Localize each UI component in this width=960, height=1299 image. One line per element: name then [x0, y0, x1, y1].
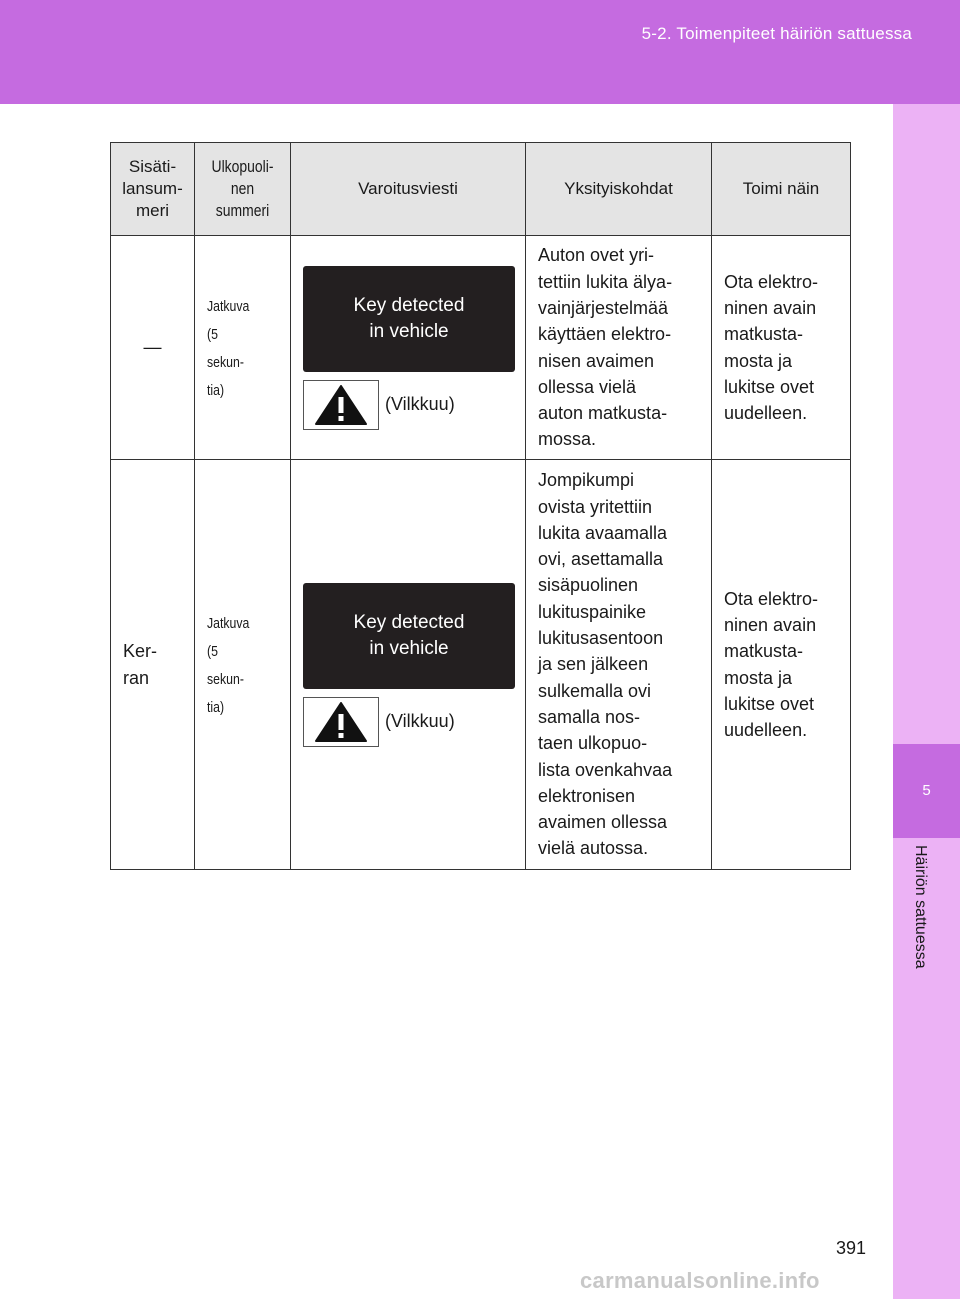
- display-screen: [303, 266, 515, 372]
- message-cell: [291, 460, 526, 870]
- header-inner-buzzer: [111, 143, 195, 236]
- header-line: Sisäti-: [128, 157, 177, 176]
- display-screen: [303, 583, 515, 689]
- cell-line: avaimen ollessa: [538, 812, 668, 833]
- header-action: Toimi näin: [712, 143, 851, 236]
- cell-line: sekun-: [207, 670, 244, 688]
- display-line: Key detected: [353, 294, 465, 316]
- cell-line: ran: [123, 667, 150, 688]
- cell-line: uudelleen.: [724, 720, 808, 741]
- cell-line: mossa.: [538, 429, 597, 450]
- header-bar: [0, 0, 960, 104]
- cell-line: Ota elektro-: [724, 271, 819, 292]
- header-line: meri: [135, 201, 170, 220]
- message-cell: [291, 236, 526, 460]
- cell-line: mosta ja: [724, 350, 793, 371]
- cell-line: ovista yritettiin: [538, 496, 653, 517]
- details-cell: [526, 460, 712, 870]
- cell-line: matkusta-: [724, 641, 804, 662]
- header-details: Yksityiskohdat: [526, 143, 712, 236]
- header-line: Ulkopuoli-: [211, 157, 274, 176]
- cell-line: (5: [207, 325, 218, 343]
- section-title: 5-2. Toimenpiteet häiriön sattuessa: [641, 24, 912, 43]
- cell-line: vainjärjestelmää: [538, 297, 669, 318]
- cell-line: vielä autossa.: [538, 838, 649, 859]
- cell-line: mosta ja: [724, 667, 793, 688]
- cell-line: ja sen jälkeen: [538, 654, 649, 675]
- cell-line: lukituspainike: [538, 601, 647, 622]
- header-line: nen: [230, 179, 255, 198]
- cell-line: Ota elektro-: [724, 588, 819, 609]
- cell-line: auton matkusta-: [538, 403, 668, 424]
- table-row: [111, 460, 851, 870]
- cell-line: sulkemalla ovi: [538, 680, 652, 701]
- chapter-title-text: Häiriön sattuessa: [912, 845, 929, 969]
- inner-buzzer-cell: [111, 236, 195, 460]
- display-line: Key detected: [353, 611, 465, 633]
- cell-line: Ker-: [123, 641, 158, 662]
- inner-buzzer-cell: [111, 460, 195, 870]
- header-line: lansum-: [122, 179, 183, 198]
- side-tab-upper: [893, 104, 960, 744]
- cell-line: sisäpuolinen: [538, 575, 639, 596]
- cell-line: samalla nos-: [538, 706, 641, 727]
- cell-line: taen ulkopuo-: [538, 733, 648, 754]
- chapter-title: [893, 845, 960, 1025]
- cell-line: uudelleen.: [724, 403, 808, 424]
- cell-line: ovi, asettamalla: [538, 549, 664, 570]
- cell-line: Auton ovet yri-: [538, 245, 655, 266]
- warning-table: [110, 142, 851, 870]
- details-cell: [526, 236, 712, 460]
- page-number: 391: [836, 1238, 867, 1258]
- cell-line: lista ovenkahvaa: [538, 759, 673, 780]
- outer-buzzer-cell: [195, 236, 291, 460]
- cell-line: elektronisen: [538, 785, 636, 806]
- outer-buzzer-cell: [195, 460, 291, 870]
- cell-line: lukitse ovet: [724, 693, 815, 714]
- warning-indicator: [303, 697, 513, 747]
- cell-line: ninen avain: [724, 614, 817, 635]
- chapter-number: 5: [893, 744, 960, 838]
- cell-line: sekun-: [207, 353, 244, 371]
- cell-line: ollessa vielä: [538, 376, 637, 397]
- cell-line: Jatkuva: [207, 614, 250, 632]
- warning-indicator: [303, 380, 513, 430]
- cell-line: Jatkuva: [207, 297, 250, 315]
- cell-line: —: [143, 337, 162, 358]
- cell-line: matkusta-: [724, 324, 804, 345]
- table-header-row: [111, 143, 851, 236]
- display-line: in vehicle: [369, 320, 449, 342]
- cell-line: tia): [207, 381, 225, 399]
- cell-line: tia): [207, 698, 225, 716]
- footer-watermark: carmanualsonline.info: [580, 1268, 820, 1293]
- cell-line: (5: [207, 642, 218, 660]
- warning-triangle-icon: [303, 380, 379, 430]
- cell-line: tettiin lukita älya-: [538, 271, 673, 292]
- action-cell: [712, 460, 851, 870]
- display-line: in vehicle: [369, 637, 449, 659]
- table-row: [111, 236, 851, 460]
- warning-triangle-icon: [303, 697, 379, 747]
- header-message: Varoitusviesti: [291, 143, 526, 236]
- cell-line: Jompikumpi: [538, 470, 635, 491]
- header-outer-buzzer: [195, 143, 291, 236]
- cell-line: lukita avaamalla: [538, 522, 668, 543]
- cell-line: lukitse ovet: [724, 376, 815, 397]
- cell-line: nisen avaimen: [538, 350, 655, 371]
- header-line: summeri: [215, 201, 270, 220]
- cell-line: ninen avain: [724, 297, 817, 318]
- flash-label: (Vilkkuu): [385, 711, 455, 732]
- cell-line: lukitusasentoon: [538, 628, 664, 649]
- action-cell: [712, 236, 851, 460]
- flash-label: (Vilkkuu): [385, 394, 455, 415]
- cell-line: käyttäen elektro-: [538, 324, 672, 345]
